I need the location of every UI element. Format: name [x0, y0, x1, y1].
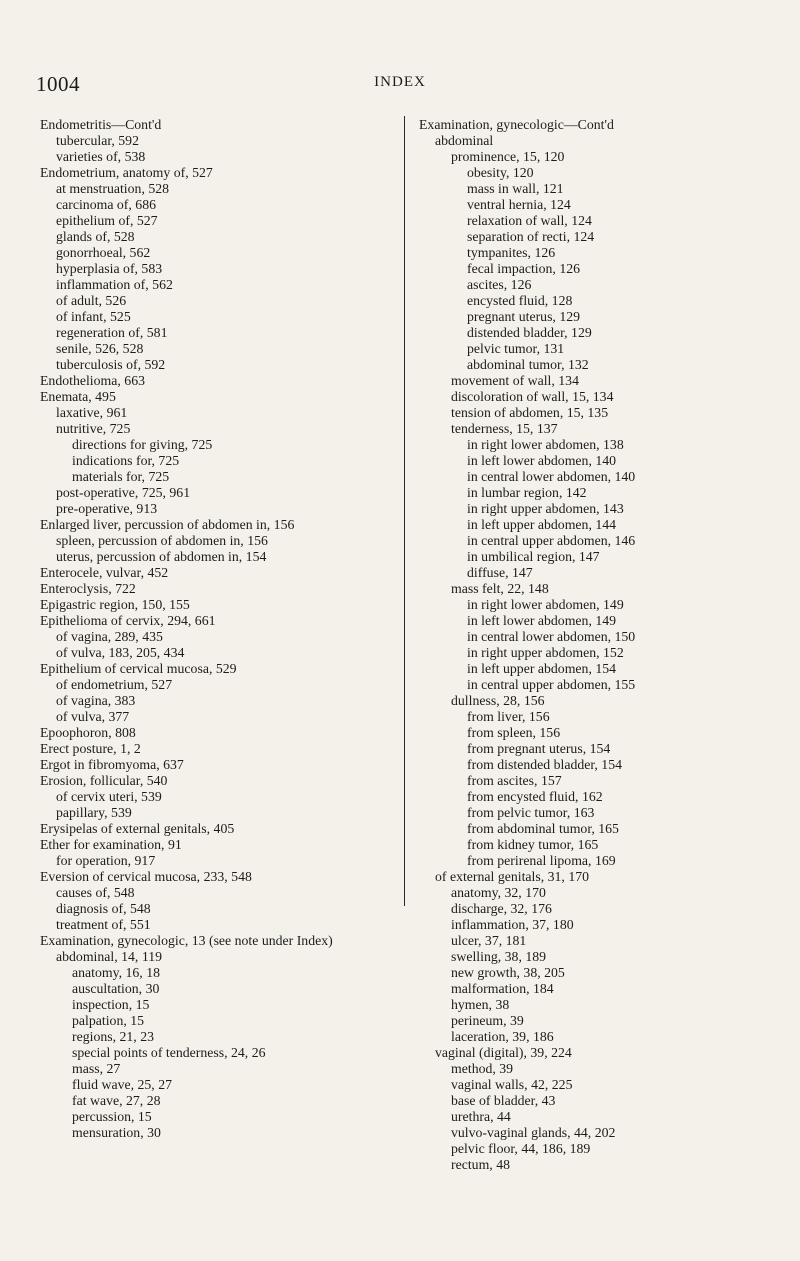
index-entry: varieties of, 538	[56, 149, 146, 164]
index-entry: rectum, 48	[451, 1157, 511, 1172]
index-entry: Epithelium of cervical mucosa, 529	[40, 661, 237, 676]
index-entry: Enlarged liver, percussion of abdomen in, 156	[40, 517, 295, 532]
index-entry: Erysipelas of external genitals, 405	[40, 821, 235, 836]
index-entry: regions, 21, 23	[72, 1029, 155, 1044]
index-entry: from spleen, 156	[467, 725, 561, 740]
index-entry: hymen, 38	[451, 997, 510, 1012]
index-entry: abdominal tumor, 132	[467, 357, 589, 372]
index-entry: in left lower abdomen, 149	[467, 613, 617, 628]
index-entry: tympanites, 126	[467, 245, 556, 260]
index-entry: Endothelioma, 663	[40, 373, 145, 388]
index-entry: gonorrhoeal, 562	[56, 245, 151, 260]
index-entry: hyperplasia of, 583	[56, 261, 163, 276]
index-entry: malformation, 184	[451, 981, 554, 996]
index-entry: diffuse, 147	[467, 565, 533, 580]
index-entry: Erosion, follicular, 540	[40, 773, 168, 788]
index-entry: anatomy, 16, 18	[72, 965, 161, 980]
index-entry: Erect posture, 1, 2	[40, 741, 141, 756]
index-entry: perineum, 39	[451, 1013, 524, 1028]
index-entry: abdominal, 14, 119	[56, 949, 163, 964]
index-entry: from encysted fluid, 162	[467, 789, 603, 804]
index-entry: tubercular, 592	[56, 133, 139, 148]
index-entry: spleen, percussion of abdomen in, 156	[56, 533, 268, 548]
index-entry: discoloration of wall, 15, 134	[451, 389, 614, 404]
index-entry: in right upper abdomen, 152	[467, 645, 624, 660]
index-entry: tenderness, 15, 137	[451, 421, 558, 436]
index-entry: Ether for examination, 91	[40, 837, 182, 852]
index-entry: carcinoma of, 686	[56, 197, 156, 212]
index-entry: for operation, 917	[56, 853, 156, 868]
index-entry: inflammation, 37, 180	[451, 917, 574, 932]
index-entry: vaginal walls, 42, 225	[451, 1077, 573, 1092]
index-entry: discharge, 32, 176	[451, 901, 552, 916]
index-entry: pelvic tumor, 131	[467, 341, 565, 356]
index-entry: from distended bladder, 154	[467, 757, 623, 772]
index-column-left	[40, 117, 396, 1141]
index-entry: Enteroclysis, 722	[40, 581, 136, 596]
index-entry: Epoophoron, 808	[40, 725, 136, 740]
index-entry: uterus, percussion of abdomen in, 154	[56, 549, 267, 564]
index-entry: laceration, 39, 186	[451, 1029, 554, 1044]
index-entry: nutritive, 725	[56, 421, 131, 436]
index-entry: from pregnant uterus, 154	[467, 741, 611, 756]
index-entry: papillary, 539	[56, 805, 132, 820]
index-entry: vulvo-vaginal glands, 44, 202	[451, 1125, 616, 1140]
index-entry: tension of abdomen, 15, 135	[451, 405, 609, 420]
index-entry: tuberculosis of, 592	[56, 357, 166, 372]
index-entry: of vulva, 377	[56, 709, 130, 724]
index-entry: of vagina, 383	[56, 693, 136, 708]
index-entry: post-operative, 725, 961	[56, 485, 191, 500]
index-entry: of infant, 525	[56, 309, 131, 324]
index-entry: senile, 526, 528	[56, 341, 144, 356]
index-entry: ulcer, 37, 181	[451, 933, 527, 948]
index-entry: movement of wall, 134	[451, 373, 579, 388]
index-entry: Enemata, 495	[40, 389, 116, 404]
index-entry: mass in wall, 121	[467, 181, 564, 196]
index-entry: epithelium of, 527	[56, 213, 158, 228]
index-entry: Epithelioma of cervix, 294, 661	[40, 613, 216, 628]
index-entry: ascites, 126	[467, 277, 532, 292]
index-entry: separation of recti, 124	[467, 229, 595, 244]
index-entry: pregnant uterus, 129	[467, 309, 581, 324]
index-entry: glands of, 528	[56, 229, 135, 244]
index-entry: special points of tenderness, 24, 26	[72, 1045, 266, 1060]
index-entry: of vulva, 183, 205, 434	[56, 645, 185, 660]
index-entry: Eversion of cervical mucosa, 233, 548	[40, 869, 252, 884]
index-entry: in left lower abdomen, 140	[467, 453, 617, 468]
index-entry: dullness, 28, 156	[451, 693, 545, 708]
index-entry: mass, 27	[72, 1061, 121, 1076]
index-entry: from pelvic tumor, 163	[467, 805, 595, 820]
index-entry: of endometrium, 527	[56, 677, 173, 692]
index-entry: from liver, 156	[467, 709, 550, 724]
index-entry: new growth, 38, 205	[451, 965, 565, 980]
index-entry: base of bladder, 43	[451, 1093, 556, 1108]
index-entry: Enterocele, vulvar, 452	[40, 565, 169, 580]
index-entry: pre-operative, 913	[56, 501, 158, 516]
index-entry: of cervix uteri, 539	[56, 789, 162, 804]
index-entry: method, 39	[451, 1061, 514, 1076]
index-entry: Endometrium, anatomy of, 527	[40, 165, 213, 180]
index-entry: in central lower abdomen, 150	[467, 629, 636, 644]
index-entry: in umbilical region, 147	[467, 549, 600, 564]
index-entry: encysted fluid, 128	[467, 293, 573, 308]
index-entry: diagnosis of, 548	[56, 901, 151, 916]
index-entry: prominence, 15, 120	[451, 149, 565, 164]
index-entry: distended bladder, 129	[467, 325, 592, 340]
index-column-right	[419, 117, 784, 1173]
column-divider	[404, 116, 405, 906]
index-entry: from kidney tumor, 165	[467, 837, 599, 852]
index-entry: directions for giving, 725	[72, 437, 213, 452]
index-entry: in right lower abdomen, 149	[467, 597, 624, 612]
index-entry: anatomy, 32, 170	[451, 885, 546, 900]
index-entry: treatment of, 551	[56, 917, 151, 932]
index-entry: in central upper abdomen, 146	[467, 533, 636, 548]
index-entry: causes of, 548	[56, 885, 135, 900]
index-entry: in lumbar region, 142	[467, 485, 587, 500]
index-entry: from perirenal lipoma, 169	[467, 853, 616, 868]
index-entry: vaginal (digital), 39, 224	[435, 1045, 572, 1060]
index-entry: auscultation, 30	[72, 981, 160, 996]
index-entry: from abdominal tumor, 165	[467, 821, 619, 836]
index-entry: ventral hernia, 124	[467, 197, 571, 212]
index-entry: in left upper abdomen, 154	[467, 661, 617, 676]
index-entry: in right lower abdomen, 138	[467, 437, 624, 452]
index-entry: of external genitals, 31, 170	[435, 869, 590, 884]
index-entry: Ergot in fibromyoma, 637	[40, 757, 184, 772]
index-entry: of adult, 526	[56, 293, 127, 308]
index-entry: in right upper abdomen, 143	[467, 501, 624, 516]
index-entry: fat wave, 27, 28	[72, 1093, 161, 1108]
index-entry: in left upper abdomen, 144	[467, 517, 617, 532]
index-entry: in central lower abdomen, 140	[467, 469, 636, 484]
index-entry: swelling, 38, 189	[451, 949, 547, 964]
index-entry: percussion, 15	[72, 1109, 152, 1124]
index-entry: in central upper abdomen, 155	[467, 677, 636, 692]
index-entry: materials for, 725	[72, 469, 170, 484]
index-entry: palpation, 15	[72, 1013, 145, 1028]
index-entry: fluid wave, 25, 27	[72, 1077, 173, 1092]
index-entry: relaxation of wall, 124	[467, 213, 592, 228]
index-entry: obesity, 120	[467, 165, 534, 180]
index-entry: urethra, 44	[451, 1109, 511, 1124]
index-entry: Examination, gynecologic, 13 (see note under Index)	[40, 933, 333, 948]
index-entry: mensuration, 30	[72, 1125, 161, 1140]
index-entry: inspection, 15	[72, 997, 150, 1012]
index-entry: fecal impaction, 126	[467, 261, 581, 276]
index-entry: mass felt, 22, 148	[451, 581, 549, 596]
index-entry: Epigastric region, 150, 155	[40, 597, 190, 612]
index-entry: of vagina, 289, 435	[56, 629, 163, 644]
index-entry: Endometritis—Cont'd	[40, 117, 162, 132]
index-entry: from ascites, 157	[467, 773, 562, 788]
index-entry: inflammation of, 562	[56, 277, 173, 292]
page-number: 1004	[36, 72, 80, 96]
index-entry: regeneration of, 581	[56, 325, 168, 340]
running-head: INDEX	[374, 74, 426, 90]
index-entry: pelvic floor, 44, 186, 189	[451, 1141, 591, 1156]
index-entry: laxative, 961	[56, 405, 128, 420]
index-entry: indications for, 725	[72, 453, 180, 468]
index-entry: Examination, gynecologic—Cont'd	[419, 117, 614, 132]
index-entry: at menstruation, 528	[56, 181, 170, 196]
index-entry: abdominal	[435, 133, 494, 148]
